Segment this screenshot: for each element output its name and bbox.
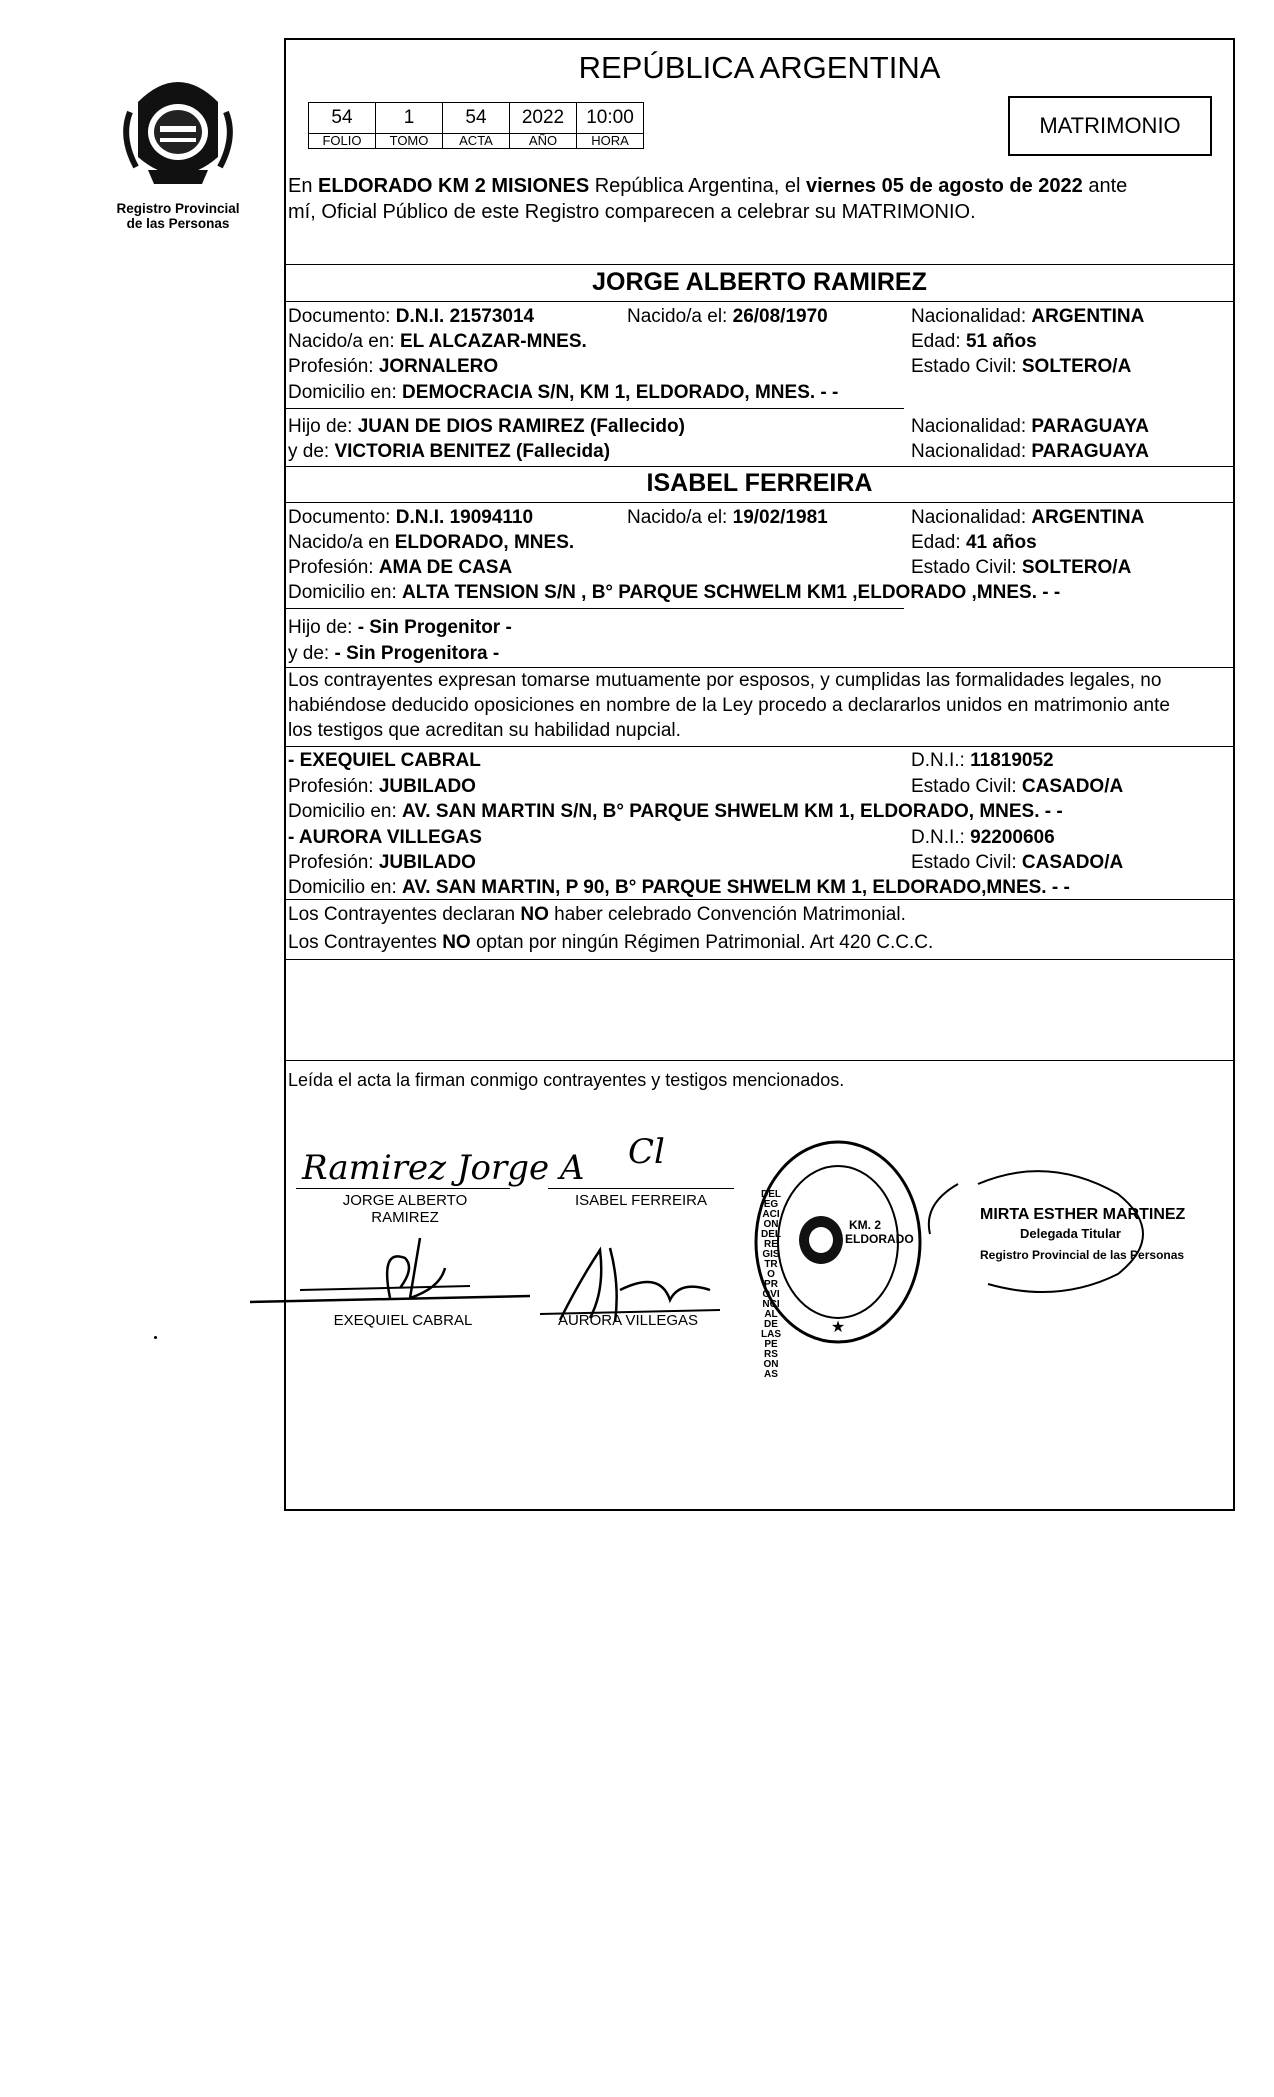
party1-birthplace: Nacido/a en: EL ALCAZAR-MNES. <box>288 331 587 352</box>
year-label: AÑO <box>510 134 577 149</box>
witness1-address: Domicilio en: AV. SAN MARTIN S/N, B° PARQUE SHWELM KM 1, ELDORADO, MNES. - - <box>288 801 1063 822</box>
party2-name: ISABEL FERREIRA <box>646 469 873 497</box>
witness2-dni: D.N.I.: 92200606 <box>911 827 1055 848</box>
divider <box>284 466 1235 467</box>
witness2-address: Domicilio en: AV. SAN MARTIN, P 90, B° PARQUE SHWELM KM 1, ELDORADO,MNES. - - <box>288 877 1070 898</box>
official-office: Registro Provincial de las Personas <box>980 1248 1185 1262</box>
party2-document: Documento: D.N.I. 19094110 <box>288 507 534 528</box>
party1-profession: Profesión: JORNALERO <box>288 356 499 377</box>
tomo-label: TOMO <box>376 134 443 149</box>
province-emblem-icon <box>118 62 238 192</box>
signature-label-isabel: ISABEL FERREIRA <box>575 1192 707 1209</box>
witness2-profession: Profesión: JUBILADO <box>288 852 476 873</box>
party1-address: Domicilio en: DEMOCRACIA S/N, KM 1, ELDORADO, MNES. - - <box>288 382 839 403</box>
acta-label: ACTA <box>443 134 510 149</box>
divider <box>284 746 1235 747</box>
party1-mother: y de: VICTORIA BENITEZ (Fallecida) <box>288 441 611 462</box>
signature-label-aurora: AURORA VILLEGAS <box>557 1312 699 1329</box>
tomo-value: 1 <box>376 103 443 134</box>
document-title: REPÚBLICA ARGENTINA <box>578 50 941 85</box>
act-type-box: MATRIMONIO <box>1008 96 1212 156</box>
witness2-civil-status: Estado Civil: CASADO/A <box>911 852 1124 873</box>
divider <box>284 959 1235 960</box>
signature-line <box>296 1188 510 1189</box>
time-value: 10:00 <box>577 103 644 134</box>
seal-text: DELEGACION DEL REGISTRO PROVINCIAL DE LAS PERSONAS <box>761 1189 781 1380</box>
signature-line <box>548 1188 734 1189</box>
signature-jorge: Ramirez Jorge A <box>302 1148 585 1188</box>
divider <box>284 301 1235 302</box>
witness1-profession: Profesión: JUBILADO <box>288 776 476 797</box>
registry-logo <box>104 62 252 231</box>
witness1-name: - EXEQUIEL CABRAL <box>288 750 481 771</box>
official-seal <box>753 1138 923 1380</box>
party1-civil-status: Estado Civil: SOLTERO/A <box>911 356 1132 377</box>
folio-value: 54 <box>309 103 376 134</box>
signature-exequiel-icon <box>240 1228 540 1324</box>
intro-line-1: En ELDORADO KM 2 MISIONES República Argentina, el viernes 05 de agosto de 2022 ante <box>288 175 1128 197</box>
party2-civil-status: Estado Civil: SOLTERO/A <box>911 557 1132 578</box>
party2-father: Hijo de: - Sin Progenitor - <box>288 617 512 638</box>
party1-age: Edad: 51 años <box>911 331 1037 352</box>
signature-label-exequiel: EXEQUIEL CABRAL <box>333 1312 473 1329</box>
party2-age: Edad: 41 años <box>911 532 1037 553</box>
party2-birthdate: Nacido/a el: 19/02/1981 <box>627 507 828 528</box>
signature-label-jorge: JORGE ALBERTO RAMIREZ <box>342 1192 468 1226</box>
declaration-line-3: los testigos que acreditan su habilidad nupcial. <box>288 720 681 741</box>
logo-caption: Registro Provincial de las Personas <box>116 201 240 231</box>
witness1-civil-status: Estado Civil: CASADO/A <box>911 776 1124 797</box>
party1-father: Hijo de: JUAN DE DIOS RAMIREZ (Fallecido) <box>288 416 685 437</box>
signature-isabel: Cl <box>628 1132 665 1172</box>
party2-profession: Profesión: AMA DE CASA <box>288 557 513 578</box>
party1-birthdate: Nacido/a el: 26/08/1970 <box>627 306 828 327</box>
divider <box>284 264 1235 265</box>
witness2-name: - AURORA VILLEGAS <box>288 827 482 848</box>
folio-label: FOLIO <box>309 134 376 149</box>
party2-mother: y de: - Sin Progenitora - <box>288 643 500 664</box>
divider <box>284 408 904 409</box>
party2-nationality: Nacionalidad: ARGENTINA <box>911 507 1145 528</box>
svg-text:★: ★ <box>830 1317 846 1336</box>
time-label: HORA <box>577 134 644 149</box>
divider <box>284 1060 1235 1061</box>
year-value: 2022 <box>510 103 577 134</box>
party1-name: JORGE ALBERTO RAMIREZ <box>592 268 927 296</box>
witness1-dni: D.N.I.: 11819052 <box>911 750 1054 771</box>
party1-document: Documento: D.N.I. 21573014 <box>288 306 535 327</box>
seal-center-text: KM. 2 ELDORADO <box>845 1218 914 1246</box>
closing-text: Leída el acta la firman conmigo contrayentes y testigos mencionados. <box>288 1070 845 1090</box>
divider <box>284 899 1235 900</box>
acta-value: 54 <box>443 103 510 134</box>
regime-line: Los Contrayentes NO optan por ningún Régimen Patrimonial. Art 420 C.C.C. <box>288 932 934 953</box>
intro-line-2: mí, Oficial Público de este Registro comparecen a celebrar su MATRIMONIO. <box>288 201 976 223</box>
party1-father-nationality: Nacionalidad: PARAGUAYA <box>911 416 1149 437</box>
divider <box>284 667 1235 668</box>
divider <box>284 608 904 609</box>
party2-birthplace: Nacido/a en ELDORADO, MNES. <box>288 532 575 553</box>
record-table <box>308 102 644 149</box>
convention-line: Los Contrayentes declaran NO haber celebrado Convención Matrimonial. <box>288 904 906 925</box>
party1-mother-nationality: Nacionalidad: PARAGUAYA <box>911 441 1149 462</box>
official-name: MIRTA ESTHER MARTINEZ <box>980 1206 1186 1223</box>
speck <box>154 1336 157 1339</box>
declaration-line-1: Los contrayentes expresan tomarse mutuamente por esposos, y cumplidas las formalidades legales, no <box>288 670 1162 691</box>
official-role: Delegada Titular <box>1020 1226 1121 1241</box>
party1-nationality: Nacionalidad: ARGENTINA <box>911 306 1145 327</box>
declaration-line-2: habiéndose deducido oposiciones en nombre de la Ley procedo a declararlos unidos en matrimonio ante <box>288 695 1170 716</box>
divider <box>284 502 1235 503</box>
party2-address: Domicilio en: ALTA TENSION S/N , B° PARQUE SCHWELM KM1 ,ELDORADO ,MNES. - - <box>288 582 1061 603</box>
